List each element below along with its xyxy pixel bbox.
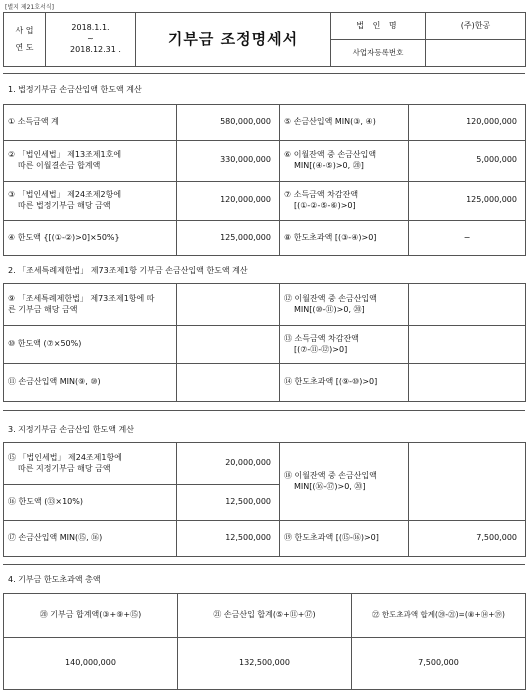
business-period [46, 13, 136, 67]
s2-item-14-label: ⑭ 한도초과액 [(⑨-⑩)>0] [280, 364, 409, 402]
s2-item-11-value [177, 364, 280, 402]
s2-item-13-value [409, 326, 526, 364]
s3-item-19-label: ⑲ 한도초과액 [(⑮-⑯)>0] [280, 521, 409, 557]
header-table [3, 12, 526, 67]
s2-item-13-label: ⑬ 소득금액 차감잔액 [(⑦-⑪-⑫)>0] [280, 326, 409, 364]
s1-item-1-label: ① 소득금액 계 [4, 105, 177, 141]
s1-item-5-label: ⑤ 손금산입액 MIN(③, ④) [280, 105, 409, 141]
s3-item-16-value: 12,500,000 [177, 485, 280, 521]
section4-heading: 4. 기부금 한도초과액 총액 [8, 575, 101, 584]
table-row [4, 181, 526, 220]
table-row [4, 443, 526, 485]
form-number-tag: [별지 제21호서식] [5, 4, 54, 11]
s1-item-7-label: ⑦ 소득금액 차감잔액 [(①-②-⑤-⑥)>0] [280, 181, 409, 220]
section1-top-rule [3, 73, 525, 74]
s2-item-12-label: ⑫ 이월잔액 중 손금산입액 MIN[(⑩-⑪)>0, ⑳] [280, 284, 409, 326]
s1-item-7-value: 125,000,000 [409, 181, 526, 220]
table-row [4, 141, 526, 181]
table-row [4, 326, 526, 364]
s1-item-2-label: ② 「법인세법」 제13조제1호에 따른 이월결손금 합계액 [4, 141, 177, 181]
section4-table [3, 593, 526, 690]
corp-name-value: (주)한공 [426, 13, 526, 40]
section4-top-rule [3, 564, 525, 565]
s3-item-17-label: ⑰ 손금산입액 MIN(⑮, ⑯) [4, 521, 177, 557]
form-title: 기부금 조정명세서 [136, 13, 331, 67]
s2-item-9-label: ⑨ 「조세특례제한법」 제73조제1항에 따 른 기부금 해당 금액 [4, 284, 177, 326]
s1-item-8-label: ⑧ 한도초과액 [(③-④)>0] [280, 220, 409, 255]
s1-item-2-value: 330,000,000 [177, 141, 280, 181]
table-row [4, 220, 526, 255]
s2-item-9-value [177, 284, 280, 326]
s3-item-19-value: 7,500,000 [409, 521, 526, 557]
business-reg-no-label: 사업자등록번호 [331, 40, 426, 67]
s4-item-22-header: ㉒ 한도초과액 합계(⑳-㉑)=(⑧+⑭+⑲) [352, 594, 526, 638]
section2-heading: 2. 「조세특례제한법」 제73조제1항 기부금 손금산입액 한도액 계산 [8, 266, 248, 275]
table-row [4, 638, 526, 690]
s4-item-22-value: 7,500,000 [352, 638, 526, 690]
section1-table [3, 104, 526, 256]
s1-item-1-value: 580,000,000 [177, 105, 280, 141]
s1-item-4-label: ④ 한도액 {[(①-②)>0]×50%} [4, 220, 177, 255]
s3-item-16-label: ⑯ 한도액 (⑬×10%) [4, 485, 177, 521]
s4-item-20-value: 140,000,000 [4, 638, 178, 690]
s2-item-14-value [409, 364, 526, 402]
section1-heading: 1. 법정기부금 손금산입액 한도액 계산 [8, 85, 142, 94]
s1-item-6-label: ⑥ 이월잔액 중 손금산입액 MIN[(④-⑤)>0, ⑳] [280, 141, 409, 181]
s3-item-18-label: ⑱ 이월잔액 중 손금산입액 MIN[(⑯-⑰)>0, ⑳] [280, 443, 409, 521]
s1-item-3-value: 120,000,000 [177, 181, 280, 220]
s1-item-8-value: − [409, 220, 526, 255]
s3-item-15-value: 20,000,000 [177, 443, 280, 485]
business-reg-no-value [426, 40, 526, 67]
s3-item-18-value [409, 443, 526, 521]
s1-item-5-value: 120,000,000 [409, 105, 526, 141]
s3-item-15-label: ⑮ 「법인세법」 제24조제1항에 따른 지정기부금 해당 금액 [4, 443, 177, 485]
table-row [4, 594, 526, 638]
s1-item-6-value: 5,000,000 [409, 141, 526, 181]
s2-item-10-label: ⑩ 한도액 (⑦×50%) [4, 326, 177, 364]
s2-item-11-label: ⑪ 손금산입액 MIN(⑨, ⑩) [4, 364, 177, 402]
s1-item-3-label: ③ 「법인세법」 제24조제2항에 따른 법정기부금 해당 금액 [4, 181, 177, 220]
table-row [4, 521, 526, 557]
business-year-label-line2: 연 도 [15, 42, 34, 52]
table-row [4, 364, 526, 402]
section2-table [3, 283, 526, 402]
period-end-date: 2018.12.31 . [70, 44, 121, 54]
table-row [4, 284, 526, 326]
s4-item-21-value: 132,500,000 [178, 638, 352, 690]
business-year-label [4, 13, 46, 67]
period-start-date: 2018.1.1. [71, 23, 110, 33]
table-row [4, 105, 526, 141]
s4-item-20-header: ⑳ 기부금 합계액(③+⑨+⑮) [4, 594, 178, 638]
business-year-label-line1: 사 업 [15, 25, 34, 35]
section3-heading: 3. 지정기부금 손금산입 한도액 계산 [8, 425, 134, 434]
s2-item-10-value [177, 326, 280, 364]
section3-table [3, 442, 526, 557]
period-tilde: ~ [87, 34, 94, 44]
corp-name-label: 법 인 명 [331, 13, 426, 40]
s4-item-21-header: ㉑ 손금산입 합계(⑤+⑪+⑰) [178, 594, 352, 638]
section3-top-rule [3, 410, 525, 411]
s2-item-12-value [409, 284, 526, 326]
s3-item-17-value: 12,500,000 [177, 521, 280, 557]
s1-item-4-value: 125,000,000 [177, 220, 280, 255]
